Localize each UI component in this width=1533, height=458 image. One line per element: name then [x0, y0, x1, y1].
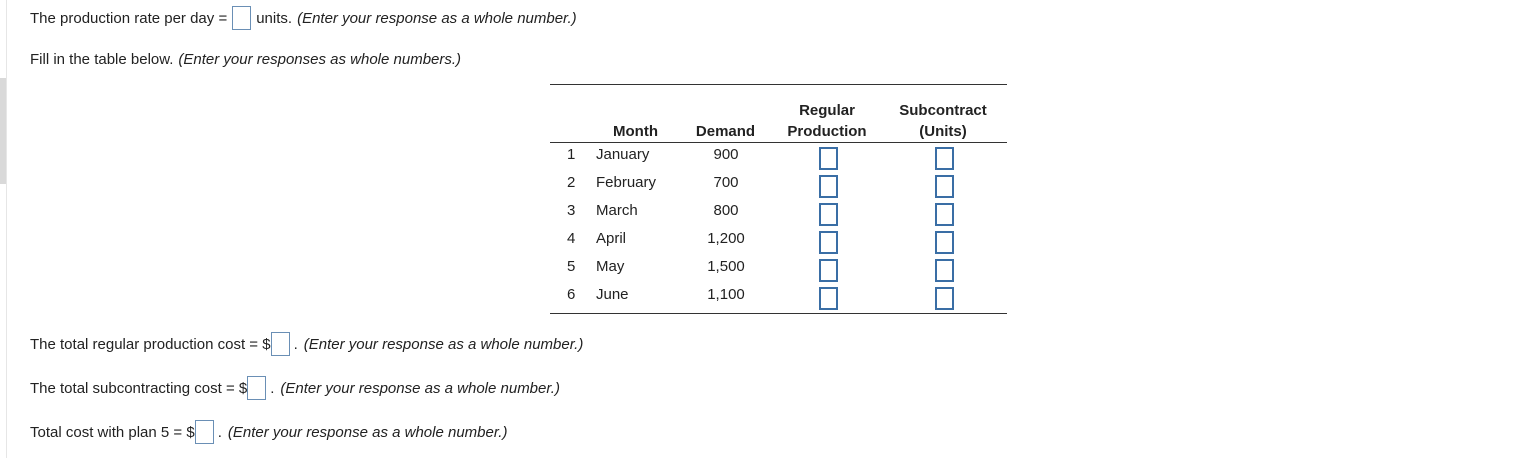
- regular-cost-input[interactable]: [271, 332, 290, 356]
- row-demand: 800: [713, 202, 739, 219]
- regular-production-input[interactable]: [819, 231, 838, 254]
- total-cost-input[interactable]: [195, 420, 214, 444]
- production-rate-input[interactable]: [232, 6, 251, 30]
- row-month: June: [596, 286, 629, 303]
- subcontract-input[interactable]: [935, 147, 954, 170]
- header-regular-line1: Regular: [799, 102, 855, 119]
- regular-cost-label: The total regular production cost = $: [30, 335, 271, 353]
- production-rate-line: [30, 6, 577, 30]
- production-rate-units: units.: [256, 9, 293, 27]
- row-index: 1: [567, 146, 576, 163]
- subcontract-cost-hint: (Enter your response as a whole number.): [280, 379, 560, 397]
- regular-cost-hint: (Enter your response as a whole number.): [303, 335, 584, 353]
- subcontract-input[interactable]: [935, 259, 954, 282]
- row-demand: 1,200: [707, 230, 745, 247]
- total-cost-line: Total cost with plan 5 = $ . (Enter your response as a whole number.): [30, 420, 507, 444]
- left-divider: [6, 0, 7, 458]
- header-regular-line2: Production: [787, 123, 867, 140]
- regular-production-input[interactable]: [819, 175, 838, 198]
- total-cost-hint: (Enter your response as a whole number.): [227, 423, 508, 441]
- regular-production-input[interactable]: [819, 287, 838, 310]
- row-index: 3: [567, 202, 576, 219]
- row-month: May: [596, 258, 625, 275]
- total-cost-label: Total cost with plan 5 = $: [30, 423, 195, 441]
- row-demand: 900: [713, 146, 739, 163]
- header-subcontract: [890, 100, 996, 142]
- subcontract-cost-label: The total subcontracting cost = $: [30, 379, 248, 397]
- header-regular-production: [778, 100, 876, 142]
- subcontract-input[interactable]: [935, 287, 954, 310]
- scrollbar-thumb[interactable]: [0, 78, 6, 184]
- row-month: January: [596, 146, 650, 163]
- table-instruction-text: Fill in the table below.: [30, 50, 174, 68]
- regular-production-input[interactable]: [819, 203, 838, 226]
- row-month: March: [596, 202, 638, 219]
- row-month: February: [596, 174, 657, 191]
- table-header-rule: [550, 142, 1007, 143]
- subcontract-cost-input[interactable]: [247, 376, 266, 400]
- subcontract-input[interactable]: [935, 175, 954, 198]
- production-rate-label: The production rate per day =: [30, 9, 228, 27]
- regular-production-input[interactable]: [819, 147, 838, 170]
- row-demand: 700: [713, 174, 739, 191]
- table-instruction: [30, 48, 461, 70]
- production-rate-hint: (Enter your response as a whole number.): [297, 9, 577, 27]
- row-index: 4: [567, 230, 576, 247]
- subcontract-input[interactable]: [935, 231, 954, 254]
- table-instruction-hint: (Enter your responses as whole numbers.): [178, 50, 462, 68]
- header-demand: Demand: [695, 123, 756, 140]
- subcontract-input[interactable]: [935, 203, 954, 226]
- row-month: April: [596, 230, 627, 247]
- header-subcontract-line1: Subcontract: [899, 102, 987, 119]
- row-index: 6: [567, 286, 576, 303]
- subcontract-cost-line: The total subcontracting cost = $ . (Enter your response as a whole number.): [30, 376, 560, 400]
- row-demand: 1,100: [707, 286, 745, 303]
- regular-production-input[interactable]: [819, 259, 838, 282]
- row-index: 2: [567, 174, 576, 191]
- table-top-rule: [550, 84, 1007, 85]
- header-month: Month: [613, 123, 658, 140]
- header-subcontract-line2: (Units): [919, 123, 967, 140]
- row-index: 5: [567, 258, 576, 275]
- row-demand: 1,500: [707, 258, 745, 275]
- table-bottom-rule: [550, 313, 1007, 314]
- regular-cost-line: The total regular production cost = $ . (Enter your response as a whole number.): [30, 332, 583, 356]
